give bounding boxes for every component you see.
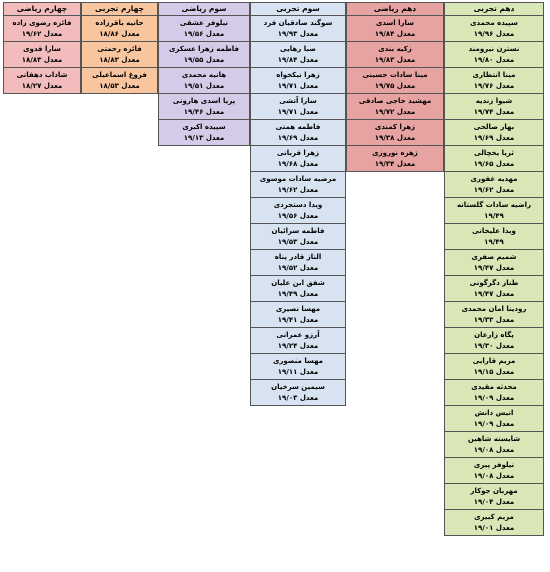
student-cell <box>444 458 544 484</box>
student-cell <box>346 42 444 68</box>
student-average: معدل ۱۹/۱۱ <box>277 368 319 376</box>
student-name: مرضیه سادات موسوی <box>259 175 337 183</box>
student-cell <box>444 94 544 120</box>
student-average: معدل ۱۹/۸۳ <box>374 56 416 64</box>
student-average: معدل ۱۹/۰۱ <box>473 524 515 532</box>
student-cell <box>444 302 544 328</box>
student-name: فروغ اسماعیلی <box>92 71 147 79</box>
student-cell <box>250 354 346 380</box>
student-name: انیس دانش <box>474 409 514 417</box>
student-cell <box>250 94 346 120</box>
student-name: شاداب دهقانی <box>16 71 68 79</box>
column-header: چهارم تجربی <box>81 2 158 16</box>
student-name: فاطمه سرائیان <box>271 227 325 235</box>
student-cell <box>81 42 158 68</box>
student-cell <box>444 146 544 172</box>
student-average: معدل ۱۹/۰۸ <box>473 446 515 454</box>
class-column <box>81 2 158 94</box>
student-name: آرزو عمرانی <box>276 331 320 339</box>
student-cell <box>250 42 346 68</box>
student-name: فائزه رحمتی <box>97 45 142 53</box>
student-name: مهربان جوکار <box>470 487 518 495</box>
column-header: سوم ریاضی <box>158 2 250 16</box>
student-name: زهره نوروزی <box>372 149 418 157</box>
student-name: محدثه مقیدی <box>471 383 517 391</box>
student-cell <box>250 250 346 276</box>
student-cell <box>3 16 81 42</box>
student-cell <box>444 484 544 510</box>
student-cell <box>81 16 158 42</box>
student-name: زهرا نیکخواه <box>276 71 320 79</box>
class-column <box>158 2 250 146</box>
student-average: معدل ۱۹/۶۲ <box>473 186 515 194</box>
student-average: معدل ۱۸/۲۷ <box>21 82 63 90</box>
student-cell <box>444 198 544 224</box>
student-average: معدل ۱۹/۲۴ <box>277 342 319 350</box>
student-name: شفق ابن علیان <box>271 279 325 287</box>
student-cell <box>158 16 250 42</box>
student-cell <box>346 120 444 146</box>
student-cell <box>444 16 544 42</box>
student-name: پگاه زارعان <box>474 331 514 339</box>
student-average: معدل ۱۹/۷۱ <box>277 82 319 90</box>
class-column <box>444 2 544 536</box>
student-average: معدل ۱۹/۳۰ <box>473 342 515 350</box>
student-name: مهسا نصیری <box>275 305 321 313</box>
student-name: مهشید حاجی صادقی <box>358 97 432 105</box>
student-cell <box>158 120 250 146</box>
column-header: چهارم ریاضی <box>3 2 81 16</box>
student-cell <box>444 276 544 302</box>
student-cell <box>158 68 250 94</box>
student-average: معدل ۱۹/۳۴ <box>374 160 416 168</box>
student-cell <box>444 224 544 250</box>
student-name: شیوا زندیه <box>475 97 513 105</box>
student-cell <box>250 16 346 42</box>
student-average: معدل ۱۹/۰۹ <box>473 420 515 428</box>
student-average: معدل ۱۸/۸۶ <box>99 30 140 38</box>
student-cell <box>250 224 346 250</box>
student-average: معدل ۱۹/۴۷ <box>473 290 515 298</box>
student-name: مینا انتظاری <box>472 71 516 79</box>
student-cell <box>346 94 444 120</box>
class-column <box>250 2 346 406</box>
student-name: سارا قدوی <box>23 45 61 53</box>
student-cell <box>250 172 346 198</box>
student-average: معدل ۱۹/۰۹ <box>473 394 515 402</box>
student-cell <box>444 172 544 198</box>
student-name: حانیه باقرزاده <box>95 19 144 27</box>
student-name: رودینا امان محمدی <box>461 305 527 313</box>
student-name: مهسا منصوری <box>272 357 324 365</box>
student-cell <box>3 68 81 94</box>
student-name: مریم کبیری <box>474 513 514 521</box>
student-average: معدل ۱۸/۵۳ <box>99 82 140 90</box>
student-average: معدل ۱۹/۵۶ <box>183 30 225 38</box>
student-average: معدل ۱۹/۰۳ <box>277 394 319 402</box>
student-name: بهار صالحی <box>473 123 515 131</box>
student-cell <box>250 198 346 224</box>
student-cell <box>444 354 544 380</box>
student-average: معدل ۱۹/۱۵ <box>473 368 515 376</box>
student-average: معدل ۱۹/۶۹ <box>277 134 319 142</box>
student-cell <box>81 68 158 94</box>
student-name: سیمین سرخیان <box>271 383 325 391</box>
column-header: دهم تجربی <box>444 2 544 16</box>
student-average: معدل ۱۹/۵۱ <box>183 82 225 90</box>
student-name: ویدا دستجردی <box>273 201 323 209</box>
student-name: طناز دگرگونی <box>469 279 519 287</box>
student-cell <box>250 302 346 328</box>
student-cell <box>250 276 346 302</box>
student-cell <box>444 328 544 354</box>
student-cell <box>250 120 346 146</box>
student-average: معدل ۱۹/۳۳ <box>473 316 515 324</box>
student-average: معدل ۱۹/۵۶ <box>277 212 319 220</box>
student-name: صبا رهایی <box>280 45 316 53</box>
student-average: معدل ۱۹/۹۶ <box>473 30 515 38</box>
student-cell <box>250 328 346 354</box>
student-name: سارا اسدی <box>375 19 415 27</box>
student-name: سپیده اکبری <box>182 123 226 131</box>
student-name: فاطمه زهرا عسکری <box>169 45 239 53</box>
student-average: معدل ۱۹/۸۰ <box>473 56 515 64</box>
student-name: الناز قادر پناه <box>274 253 322 261</box>
student-cell <box>444 68 544 94</box>
student-cell <box>444 120 544 146</box>
student-cell <box>444 42 544 68</box>
student-average: معدل ۱۹/۴۶ <box>183 108 225 116</box>
student-cell <box>3 42 81 68</box>
student-name: مریم قارایی <box>472 357 516 365</box>
student-cell <box>444 510 544 536</box>
student-name: ویدا علیخانی <box>472 227 516 235</box>
student-name: سارا آتشی <box>279 97 317 105</box>
student-average: معدل ۱۸/۸۳ <box>99 56 140 64</box>
student-name: فائزه رضوی زاده <box>12 19 72 27</box>
student-average: معدل ۱۹/۱۳ <box>183 134 225 142</box>
student-cell <box>158 94 250 120</box>
student-average: معدل ۱۹/۵۵ <box>183 56 225 64</box>
student-cell <box>250 68 346 94</box>
student-name: شایسته شاهین <box>467 435 521 443</box>
student-average: معدل ۱۹/۷۱ <box>277 108 319 116</box>
student-average: معدل ۱۹/۰۴ <box>473 498 515 506</box>
student-cell <box>250 146 346 172</box>
student-name: زهرا کمندی <box>374 123 416 131</box>
column-header: دهم ریاضی <box>346 2 444 16</box>
student-cell <box>158 42 250 68</box>
student-average: معدل ۱۹/۵۲ <box>277 264 319 272</box>
student-name: زکیه بندی <box>378 45 412 53</box>
student-cell <box>444 250 544 276</box>
student-cell <box>444 406 544 432</box>
student-average: معدل ۱۹/۷۲ <box>374 108 416 116</box>
student-name: نیلوفر پیری <box>473 461 515 469</box>
student-average: معدل ۱۹/۹۳ <box>277 30 319 38</box>
student-average: معدل ۱۹/۴۷ <box>473 264 515 272</box>
student-average: معدل ۱۹/۷۶ <box>473 82 515 90</box>
student-name: نسترن نیرومند <box>468 45 520 53</box>
student-name: سوگند صادقیان فرد <box>263 19 333 27</box>
student-average: ۱۹/۴۹ <box>484 212 504 220</box>
student-cell <box>444 432 544 458</box>
student-average: معدل ۱۹/۳۸ <box>374 134 416 142</box>
student-name: زهرا قربانی <box>277 149 319 157</box>
student-average: معدل ۱۹/۶۲ <box>21 30 63 38</box>
class-column <box>346 2 444 172</box>
student-cell <box>346 16 444 42</box>
student-name: پریا اسدی هارونی <box>172 97 236 105</box>
student-average: ۱۹/۴۹ <box>484 238 504 246</box>
student-name: مینا سادات حسینی <box>362 71 428 79</box>
student-name: سپیده محمدی <box>470 19 518 27</box>
student-name: مهدیه غفوری <box>470 175 518 183</box>
student-name: راضیه سادات گلستانه <box>456 201 532 209</box>
student-name: شمیم صفری <box>471 253 517 261</box>
student-cell <box>250 380 346 406</box>
student-cell <box>444 380 544 406</box>
student-cell <box>346 68 444 94</box>
student-average: معدل ۱۹/۶۹ <box>473 134 515 142</box>
student-average: معدل ۱۸/۸۳ <box>21 56 63 64</box>
student-average: معدل ۱۹/۴۹ <box>277 290 319 298</box>
student-average: معدل ۱۹/۸۴ <box>277 56 319 64</box>
student-name: ثریا یخچالی <box>474 149 514 157</box>
class-column <box>3 2 81 94</box>
column-header: سوم تجربی <box>250 2 346 16</box>
student-average: معدل ۱۹/۷۵ <box>374 82 416 90</box>
student-cell <box>346 146 444 172</box>
student-average: معدل ۱۹/۶۲ <box>277 186 319 194</box>
student-average: معدل ۱۹/۵۳ <box>277 238 319 246</box>
student-name: نیلوفر عشقی <box>179 19 229 27</box>
student-name: هانیه محمدی <box>181 71 227 79</box>
student-average: معدل ۱۹/۸۴ <box>374 30 416 38</box>
student-average: معدل ۱۹/۶۵ <box>473 160 515 168</box>
student-average: معدل ۱۹/۶۸ <box>277 160 319 168</box>
student-name: فاطمه همتی <box>275 123 321 131</box>
student-average: معدل ۱۹/۴۱ <box>277 316 319 324</box>
student-average: معدل ۱۹/۷۴ <box>473 108 515 116</box>
student-average: معدل ۱۹/۰۸ <box>473 472 515 480</box>
